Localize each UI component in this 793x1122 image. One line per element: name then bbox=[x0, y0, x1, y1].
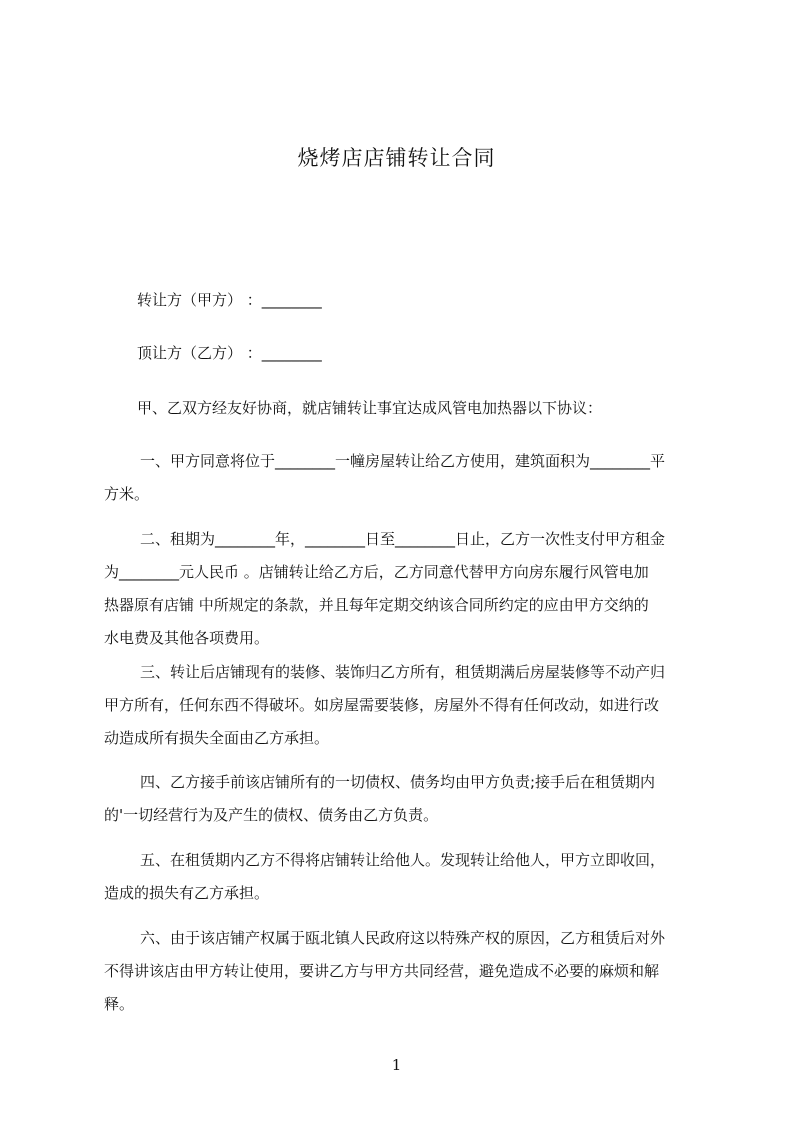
intro-paragraph: 甲、乙双方经友好协商，就店铺转让事宜达成风管电加热器以下协议： bbox=[137, 399, 603, 417]
clause-5-line-2: 造成的损失有乙方承担。 bbox=[104, 884, 270, 902]
clause-3-line-1: 三、转让后店铺现有的装修、装饰归乙方所有，租赁期满后房屋装修等不动产归 bbox=[140, 663, 666, 681]
clause-6-line-1: 六、由于该店铺产权属于瓯北镇人民政府这以特殊产权的原因，乙方租赁后对外 bbox=[140, 929, 666, 947]
clause-6 bbox=[104, 922, 700, 1021]
clause-1-line-1: 一、甲方同意将位于________一幢房屋转让给乙方使用，建筑面积为________平 bbox=[140, 452, 666, 470]
clause-2-line-1: 二、租期为________年，________日至________日止，乙方一次性支付甲方租金 bbox=[140, 530, 666, 548]
clause-5 bbox=[104, 844, 700, 910]
clause-6-line-2: 不得讲该店由甲方转让使用，要讲乙方与甲方共同经营，避免造成不必要的麻烦和解 bbox=[104, 962, 660, 980]
clause-4-line-2: 的'一切经营行为及产生的债权、债务由乙方负责。 bbox=[104, 806, 439, 824]
clause-4 bbox=[104, 766, 700, 832]
clause-2-line-4: 水电费及其他各项费用。 bbox=[104, 629, 270, 647]
document-title: 烧烤店店铺转让合同 bbox=[297, 146, 496, 170]
clause-3-line-2: 甲方所有，任何东西不得破坏。如房屋需要装修，房屋外不得有任何改动，如进行改 bbox=[104, 696, 660, 714]
clause-2 bbox=[104, 523, 700, 655]
clause-5-line-1: 五、在租赁期内乙方不得将店铺转让给他人。发现转让给他人，甲方立即收回， bbox=[140, 851, 666, 869]
clause-2-line-3: 热器原有店铺 中所规定的条款，并且每年定期交纳该合同所约定的应由甲方交纳的 bbox=[104, 596, 649, 614]
clause-2-line-2: 为________元人民币 。店铺转让给乙方后，乙方同意代替甲方向房东履行风管电加 bbox=[104, 563, 649, 581]
clause-6-line-3: 释。 bbox=[104, 995, 135, 1013]
page-number: 1 bbox=[391, 1056, 402, 1074]
clause-3 bbox=[104, 656, 700, 755]
clause-1-line-2: 方米。 bbox=[104, 485, 150, 503]
party-b-line: 顶让方（乙方） ：________ bbox=[137, 344, 322, 362]
clause-1 bbox=[104, 445, 700, 511]
party-a-line: 转让方（甲方） ：________ bbox=[137, 291, 322, 309]
clause-4-line-1: 四、乙方接手前该店铺所有的一切债权、债务均由甲方负责;接手后在租赁期内 bbox=[140, 773, 656, 791]
clause-3-line-3: 动造成所有损失全面由乙方承担。 bbox=[104, 729, 330, 747]
